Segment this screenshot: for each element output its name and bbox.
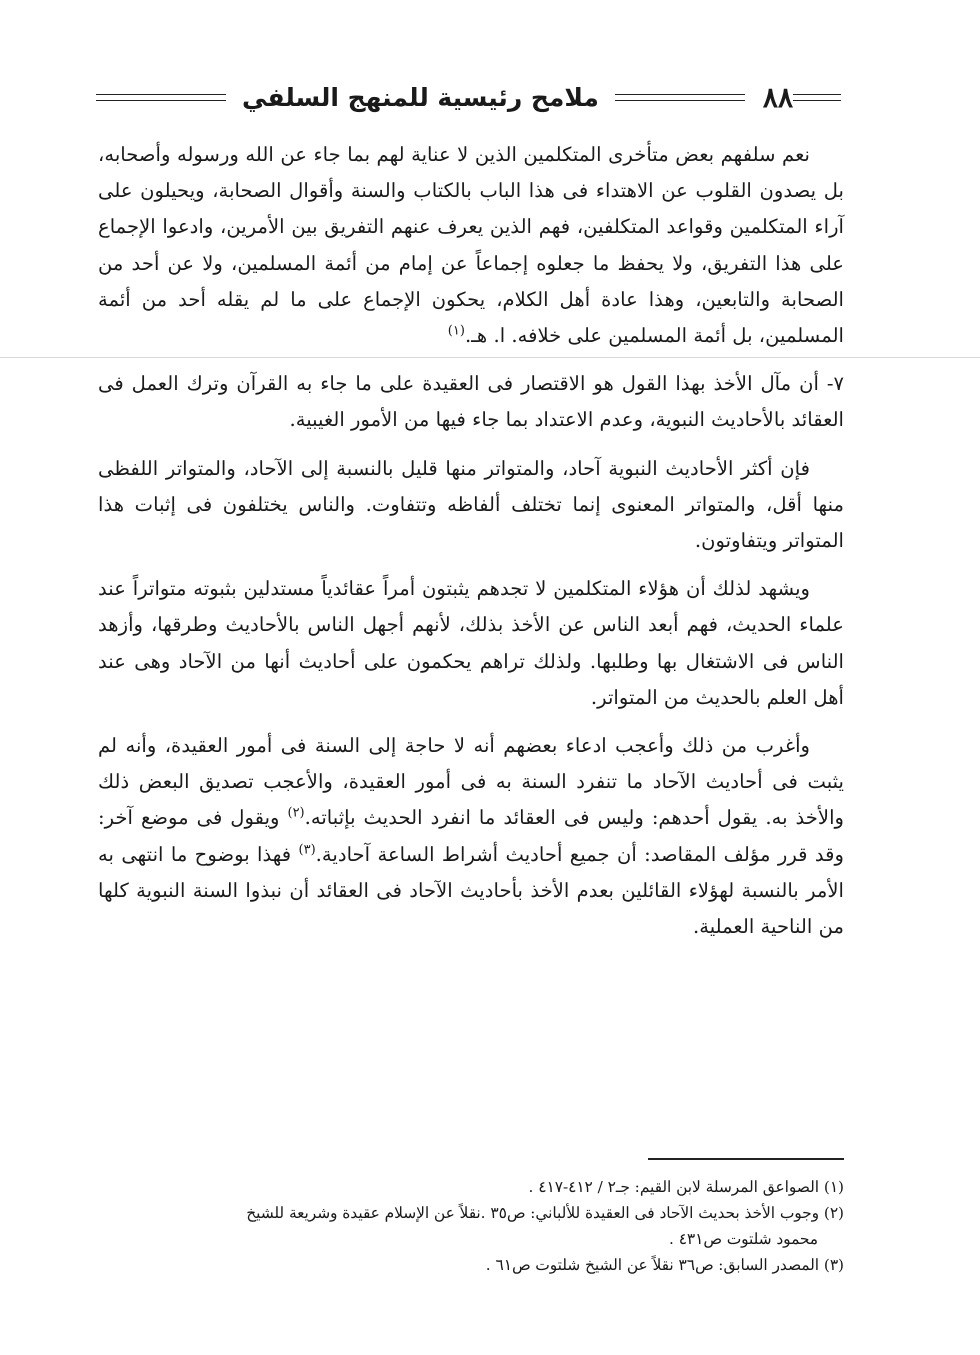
- paragraph-gap: [98, 559, 844, 571]
- footnote-2: (٢) وجوب الأخذ بحديث الآحاد فى العقيدة للألباني: ص٣٥ .نقلاً عن الإسلام عقيدة وشريعة للشيخ: [246, 1204, 844, 1222]
- paragraph-5-part1: وأغرب من ذلك وأعجب ادعاء بعضهم أنه لا حاجة إلى السنة فى أمور العقيدة، وأنه لم يثبت فى أحاديث الآحاد ما تنفرد السنة به فى أمور العقيدة، والأعجب تصديق البعض ذلك والأخذ به. يقول أحدهم: وليس فى العقائد ما انفرد الحديث بإثباته.: [98, 734, 844, 830]
- footnotes: [110, 1174, 844, 1278]
- paragraph-1-text: نعم سلفهم بعض متأخرى المتكلمين الذين لا عناية لهم بما جاء عن الله ورسوله وأصحابه، بل يصدون القلوب عن الاهتداء فى هذا الباب بالكتاب والسنة وأقوال الصحابة، ويحيلون على آراء المتكلمين وقواعد المتكلفين، فهم الذين يعرف عنهم التفريق بين الأمرين، وادعوا الإجماع على هذا التفريق، ولا يحفظ ما جعلوه إجماعاً عن إمام من أئمة المسلمين، ولا عن أحد من الصحابة والتابعين، وهذا عادة أهل الكلام، يحكون الإجماع على ما لم يقله أحد من أئمة المسلمين، بل أئمة المسلمين على خلافه. ا. هـ.: [98, 143, 844, 348]
- paragraph-1: [98, 137, 844, 354]
- footnote-1: (١) الصواعق المرسلة لابن القيم: جـ٢ / ٤١٢-٤١٧ .: [528, 1178, 844, 1196]
- running-title: ملامح رئيسية للمنهج السلفي: [242, 82, 599, 112]
- paragraph-2: ٧- أن مآل الأخذ بهذا القول هو الاقتصار فى العقيدة على ما جاء به القرآن وترك العمل فى العقائد بالأحاديث النبوية، وعدم الاعتداد بما جاء فيها من الأمور الغيبية.: [98, 372, 844, 432]
- paragraph-5: [98, 728, 844, 945]
- body-text: [98, 137, 844, 945]
- paragraph-gap: [98, 439, 844, 451]
- footnote-2-continued: محمود شلتوت ص٤٣١ .: [668, 1230, 818, 1248]
- header-rule-right: [793, 94, 841, 101]
- header-rule-left: [96, 94, 226, 101]
- footnote-ref-1: (١): [447, 323, 465, 339]
- footnote-ref-3: (٣): [298, 842, 316, 858]
- paragraph-5-part3: فهذا بوضوح ما انتهى به الأمر بالنسبة لهؤلاء القائلين بعدم الأخذ بأحاديث الآحاد فى العقائد أن نبذوا السنة النبوية كلها من الناحية العملية.: [98, 842, 844, 939]
- header-rule-middle: [615, 94, 745, 101]
- paragraph-4: ويشهد لذلك أن هؤلاء المتكلمين لا تجدهم يثبتون أمراً عقائدياً مستدلين بثبوته متواتراً عند علماء الحديث، فهم أبعد الناس عن الأخذ بذلك، لأنهم أجهل الناس بالأحاديث وطرقها، وأزهد الناس فى الاشتغال بها وطلبها. ولذلك تراهم يحكمون على أحاديث أنها من الآحاد وهى عند أهل العلم بالحديث من المتواتر.: [98, 577, 844, 709]
- paragraph-3: فإن أكثر الأحاديث النبوية آحاد، والمتواتر منها قليل بالنسبة إلى الآحاد، والمتواتر اللفظى منها أقل، والمتواتر المعنوى إنما تختلف ألفاظه وتتفاوت. والناس يختلفون فى إثبات هذا المتواتر ويتفاوتون.: [98, 456, 844, 553]
- footnote-separator: [648, 1158, 844, 1160]
- footnote-ref-2: (٢): [287, 805, 305, 821]
- page-header: [96, 72, 841, 122]
- paragraph-5-part2: ويقول فى موضع آخر: وقد قرر مؤلف المقاصد: أن جميع أحاديث أشراط الساعة آحادية.: [98, 806, 844, 866]
- footnote-3: (٣) المصدر السابق: ص٣٦ نقلاً عن الشيخ شلتوت ص٦١ .: [485, 1256, 844, 1274]
- paragraph-gap: [98, 716, 844, 728]
- page-number: ٨٨: [762, 80, 793, 114]
- paragraph-gap: [98, 354, 844, 366]
